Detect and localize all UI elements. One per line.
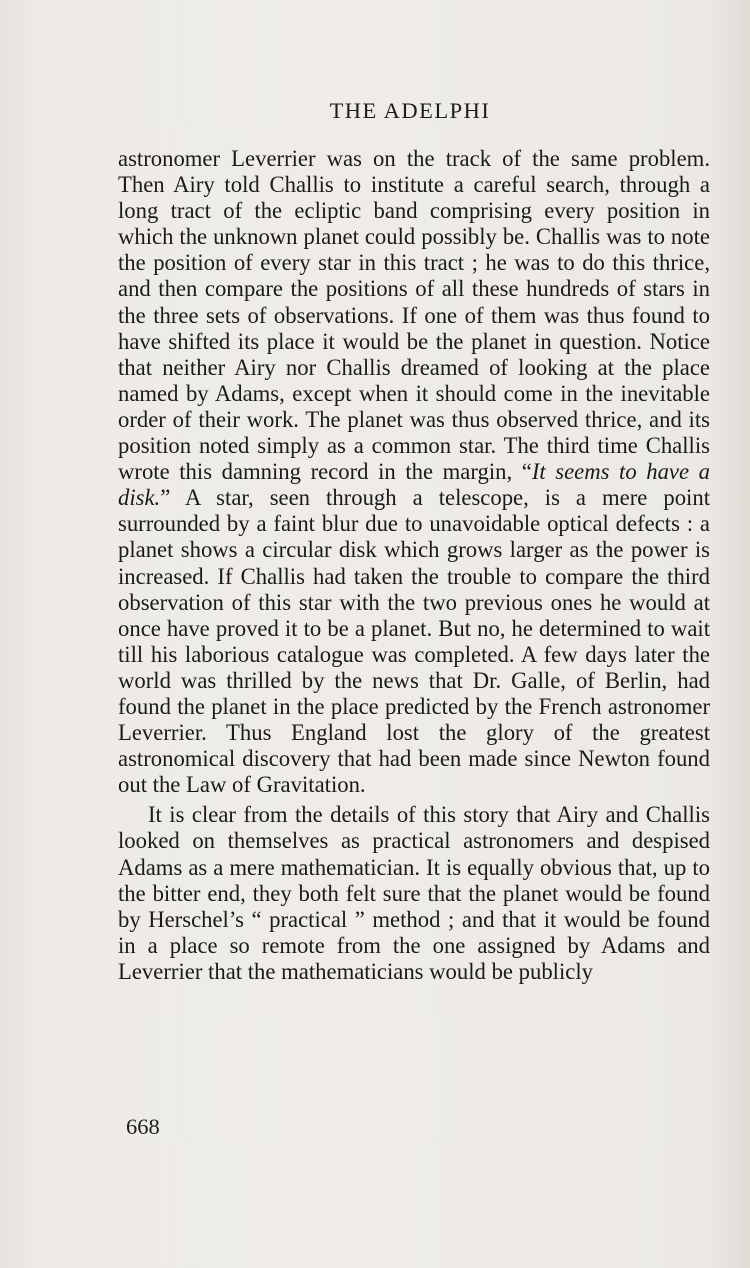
body-text (118, 146, 710, 985)
paragraph-2: It is clear from the details of this story that Airy and Challis looked on themselves as practical astronomers and despised Adams as a mere mathematician. It is equally obvious that, up to the bitter end, they both felt sure that the planet would be found by Herschel’s “ practical ” method ; and that it would be found in a place so remote from the one assigned by Adams and Leverrier that the mathematicians would be publicly (118, 802, 710, 984)
paragraph-1 (118, 146, 710, 798)
running-head: THE ADELPHI (329, 98, 491, 123)
page-number: 668 (126, 1114, 160, 1139)
paragraph-1-text-after-quote: ” A star, seen through a telescope, is a mere point surrounded by a faint blur due to unavoidable optical defects : a planet shows a circular disk which grows larger as the power is increased. If Challis had taken the trouble to compare the third observation of this star with the two previous ones he would at once have proved it to be a planet. But no, he determined to wait till his laborious catalogue was completed. A few days later the world was thrilled by the news that Dr. Galle, of Berlin, had found the planet in the place predicted by the French astronomer Leverrier. Thus England lost the glory of the greatest astronomical discovery that had been made since Newton found out the Law of Gravitation. (118, 485, 710, 798)
paragraph-1-italic-quote: It seems to have a disk. (118, 459, 711, 511)
paragraph-1-text-before-quote: astronomer Leverrier was on the track of the same problem. Then Airy told Challis to institute a careful search, through a long tract of the ecliptic band comprising every position in which the unknown planet could possibly be. Challis was to note the position of every star in this tract ; he was to do this thrice, and then compare the positions of all these hundreds of stars in the three sets of observations. If one of them was thus found to have shifted its place it would be the planet in question. Notice that neither Airy nor Challis dreamed of looking at the place named by Adams, except when it should come in the inevitable order of their work. The planet was thus observed thrice, and its position noted simply as a common star. The third time Challis wrote this damning record in the margin, “ (118, 146, 710, 485)
